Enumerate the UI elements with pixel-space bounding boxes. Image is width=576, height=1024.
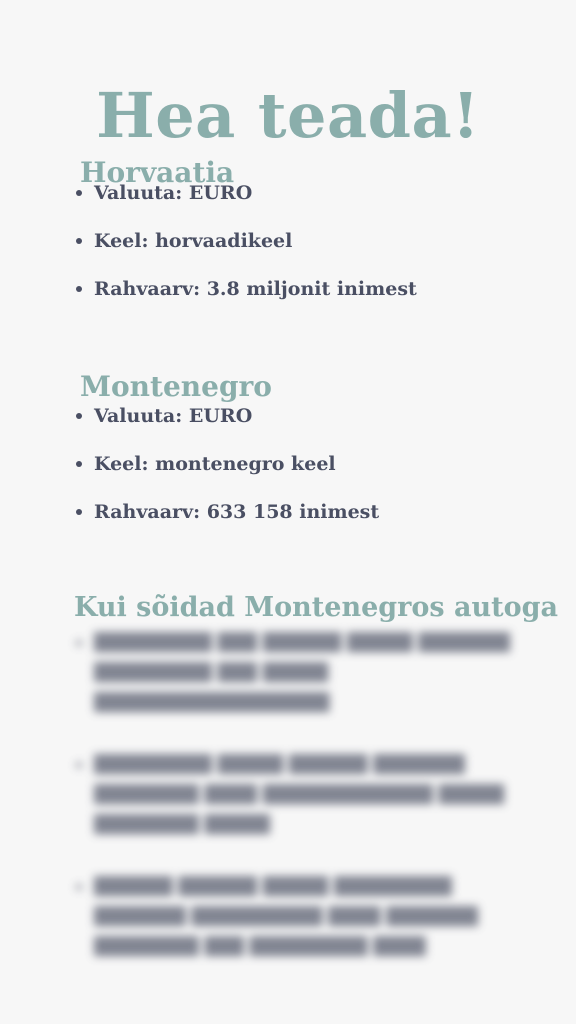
croatia-heading: Horvaatia: [80, 156, 235, 190]
driving-heading: Kui sõidad Montenegros autoga: [74, 592, 558, 624]
blurred-list-item: █████████ ███ ██████ █████ ███████ █████████ ███ █████ ██████████████████: [74, 628, 544, 718]
croatia-facts-list: [74, 180, 417, 324]
montenegro-heading: Montenegro: [80, 370, 272, 404]
montenegro-language: Keel: montenegro keel: [74, 451, 379, 499]
croatia-language: Keel: horvaadikeel: [74, 228, 417, 276]
blurred-list-item: █████████ █████ ██████ ███████ ████████ ████ █████████████ █████ ████████ █████: [74, 750, 544, 840]
driving-tips-list-blurred: [74, 628, 544, 994]
croatia-currency: Valuuta: EURO: [74, 180, 417, 228]
montenegro-population: Rahvaarv: 633 158 inimest: [74, 499, 379, 547]
croatia-population: Rahvaarv: 3.8 miljonit inimest: [74, 276, 417, 324]
montenegro-currency: Valuuta: EURO: [74, 403, 379, 451]
blurred-list-item: ██████ ██████ █████ █████████ ███████ ██████████ ████ ███████ ████████ ███ █████████ ████: [74, 872, 544, 962]
page-title: Hea teada!: [96, 78, 480, 152]
montenegro-facts-list: [74, 403, 379, 547]
